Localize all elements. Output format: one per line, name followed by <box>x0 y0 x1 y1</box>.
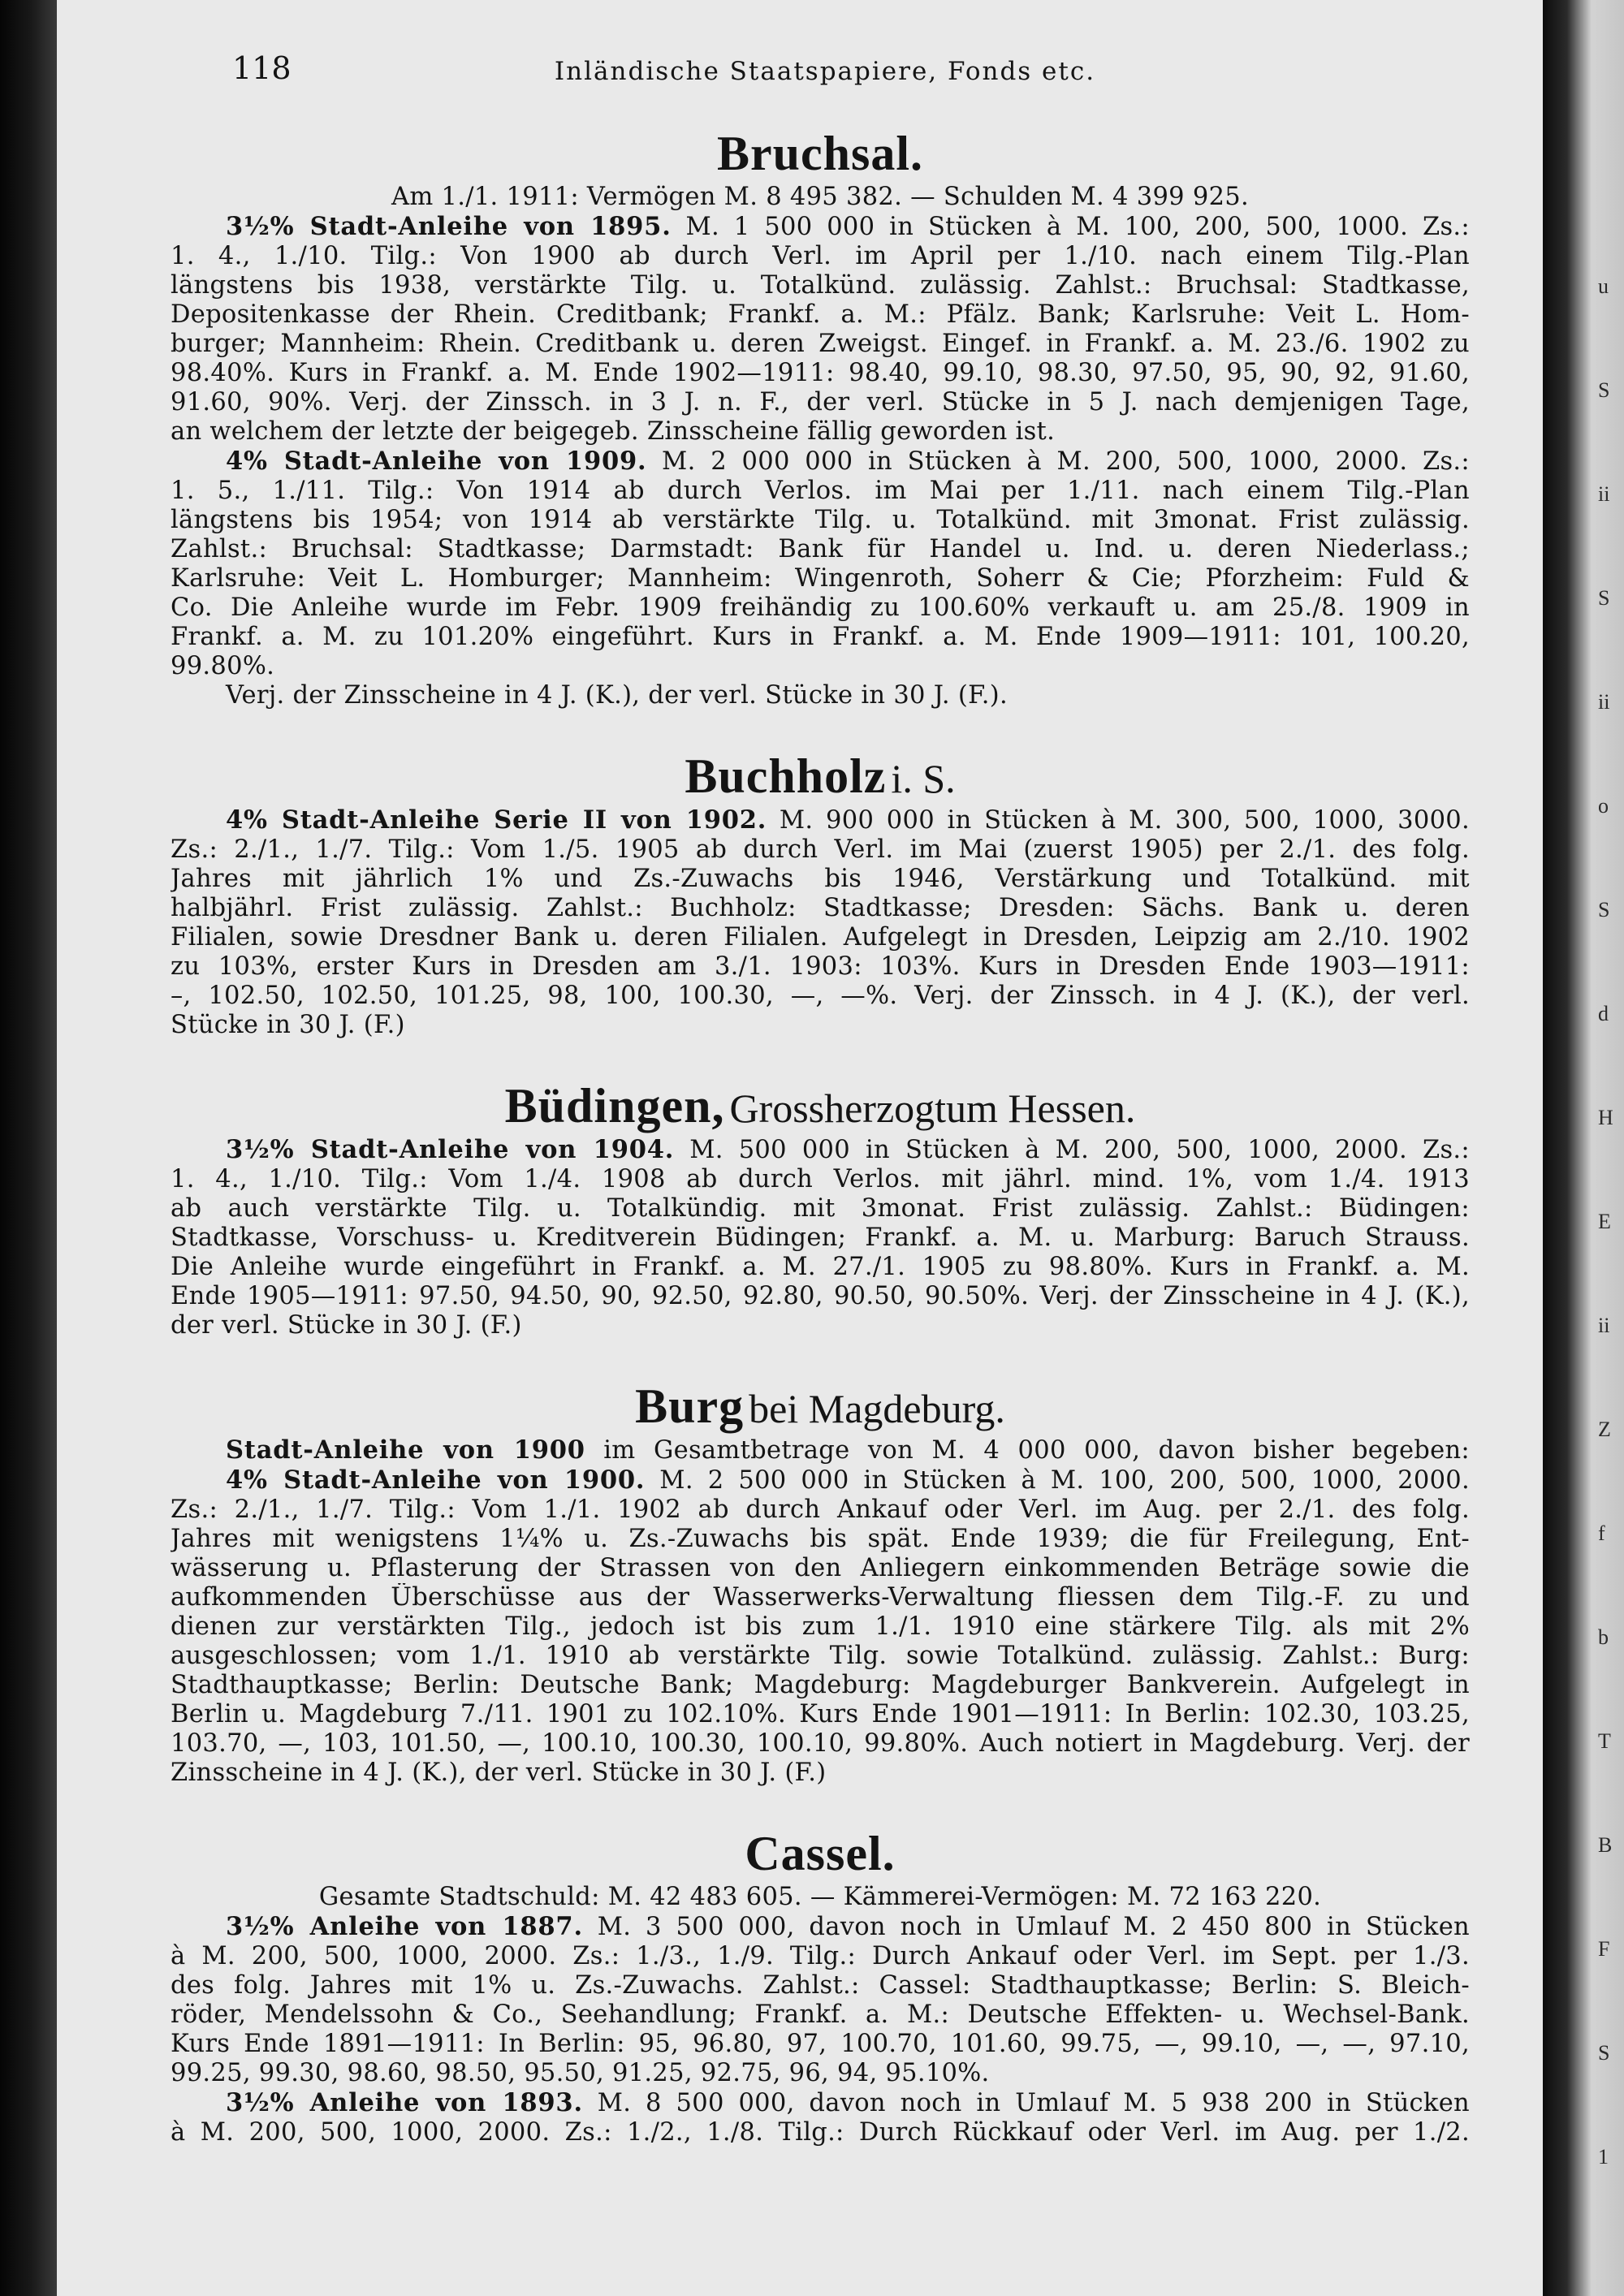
text-line: halbjährl. Frist zulässig. Zahlst.: Buchholz: Stadtkasse; Dresden: Sächs. Bank u. deren <box>171 894 1470 922</box>
facing-page-fragment: H <box>1598 1106 1613 1129</box>
text-line: Stücke in 30 J. (F.) <box>171 1011 405 1039</box>
text-line: Ende 1905—1911: 97.50, 94.50, 90, 92.50, 92.80, 90.50, 90.50%. Verj. der Zinsscheine in 4 J. (K.), <box>171 1282 1470 1310</box>
text-line: 1. 4., 1./10. Tilg.: Von 1900 ab durch Verl. im April per 1./10. nach einem Tilg.-Plan <box>171 242 1470 270</box>
text-line: 4% Stadt-Anleihe von 1900. M. 2 500 000 in Stücken à M. 100, 200, 500, 1000, 2000. <box>226 1465 1470 1495</box>
book-spine-shadow <box>0 0 57 2296</box>
facing-page-edge <box>1543 0 1624 2296</box>
text-line: Die Anleihe wurde eingeführt in Frankf. a. M. 27./1. 1905 zu 98.80%. Kurs in Frankf. a. M. <box>171 1253 1470 1281</box>
city-heading: Büdingen, Grossherzogtum Hessen. <box>504 1079 1136 1133</box>
text-line: dienen zur verstärkten Tilg., jedoch ist bis zum 1./1. 1910 eine stärkere Tilg. als mit 2% <box>171 1612 1470 1641</box>
text-line: 91.60, 90%. Verj. der Zinssch. in 3 J. n. F., der verl. Stücke in 5 J. nach demjenigen Tage, <box>171 388 1470 416</box>
section-burg <box>171 1381 1470 1788</box>
facing-page-fragment: 1 <box>1598 2145 1609 2169</box>
facing-page-fragment: b <box>1598 1625 1609 1649</box>
text-line: –, 102.50, 102.50, 101.25, 98, 100, 100.30, —, —%. Verj. der Zinssch. in 4 J. (K.), der verl. <box>171 982 1470 1010</box>
text-line: burger; Mannheim: Rhein. Creditbank u. deren Zweigst. Eingef. in Frankf. a. M. 23./6. 1902 zu <box>171 330 1470 358</box>
section-bruchsal <box>171 128 1470 710</box>
scanned-page <box>57 0 1543 2296</box>
text-line: röder, Mendelssohn & Co., Seehandlung; Frankf. a. M.: Deutsche Effekten- u. Wechsel-Bank. <box>171 2000 1470 2029</box>
facing-page-fragment: S <box>1598 586 1610 610</box>
page-content <box>171 128 1470 2147</box>
text-line: 103.70, —, 103, 101.50, —, 100.10, 100.30, 100.10, 99.80%. Auch notiert in Magdeburg. Verj. der <box>171 1729 1470 1758</box>
text-line: zu 103%, erster Kurs in Dresden am 3./1. 1903: 103%. Kurs in Dresden Ende 1903—1911: <box>171 952 1470 981</box>
text-line: 1. 4., 1./10. Tilg.: Vom 1./4. 1908 ab durch Verlos. mit jährl. mind. 1%, vom 1./4. 1913 <box>171 1165 1470 1193</box>
city-heading: Cassel. <box>745 1827 896 1880</box>
facing-page-fragment: F <box>1598 1937 1610 1961</box>
text-line: 4% Stadt-Anleihe von 1909. M. 2 000 000 in Stücken à M. 200, 500, 1000, 2000. Zs.: <box>226 447 1470 476</box>
text-line: 3½% Anleihe von 1887. M. 3 500 000, davon noch in Umlauf M. 2 450 800 in Stücken <box>226 1912 1470 1941</box>
text-line: der verl. Stücke in 30 J. (F.) <box>171 1311 522 1340</box>
city-heading: Burg bei Magdeburg. <box>635 1379 1005 1433</box>
text-line: längstens bis 1938, verstärkte Tilg. u. Totalkünd. zulässig. Zahlst.: Bruchsal: Stadtkasse, <box>171 271 1470 300</box>
facing-page-fragment: u <box>1598 274 1609 298</box>
text-line: 98.40%. Kurs in Frankf. a. M. Ende 1902—1911: 98.40, 99.10, 98.30, 97.50, 95, 90, 92, 91.60, <box>171 359 1470 387</box>
text-line: 99.25, 99.30, 98.60, 98.50, 95.50, 91.25, 92.75, 96, 94, 95.10%. <box>171 2059 990 2087</box>
text-line: ausgeschlossen; vom 1./1. 1910 ab verstärkte Tilg. sowie Totalkünd. zulässig. Zahlst.: Burg: <box>171 1642 1470 1670</box>
text-line: Jahres mit wenigstens 1¼% u. Zs.-Zuwachs bis spät. Ende 1939; die für Freilegung, Ent- <box>171 1525 1470 1553</box>
text-line: Gesamte Stadtschuld: M. 42 483 605. — Kämmerei-Vermögen: M. 72 163 220. <box>318 1883 1322 1911</box>
text-line: aufkommenden Überschüsse aus der Wasserwerks-Verwaltung fliessen dem Tilg.-F. zu und <box>171 1583 1470 1612</box>
text-line: Zs.: 2./1., 1./7. Tilg.: Vom 1./1. 1902 ab durch Ankauf oder Verl. im Aug. per 2./1. des folg. <box>171 1495 1470 1524</box>
city-heading: Buchholz i. S. <box>685 749 956 803</box>
text-line: Zs.: 2./1., 1./7. Tilg.: Vom 1./5. 1905 ab durch Verl. im Mai (zuerst 1905) per 2./1. des folg. <box>171 835 1470 864</box>
text-line: à M. 200, 500, 1000, 2000. Zs.: 1./3., 1./9. Tilg.: Durch Ankauf oder Verl. im Sept. per 1./3. <box>171 1942 1470 1970</box>
facing-page-fragment: E <box>1598 1210 1611 1233</box>
facing-page-fragment: Z <box>1598 1418 1611 1441</box>
facing-page-fragment: f <box>1598 1521 1605 1545</box>
text-line: Zahlst.: Bruchsal: Stadtkasse; Darmstadt: Bank für Handel u. Ind. u. deren Niederlass.; <box>171 535 1470 563</box>
city-heading: Bruchsal. <box>716 127 924 180</box>
text-line: Stadt-Anleihe von 1900 im Gesamtbetrage von M. 4 000 000, davon bisher begeben: <box>226 1435 1470 1465</box>
section-buchholz <box>171 751 1470 1040</box>
text-line: Berlin u. Magdeburg 7./11. 1901 zu 102.10%. Kurs Ende 1901—1911: In Berlin: 102.30, 103.25, <box>171 1700 1470 1728</box>
facing-page-fragment: T <box>1598 1729 1611 1753</box>
facing-page-fragment: B <box>1598 1833 1613 1857</box>
text-line: Depositenkasse der Rhein. Creditbank; Frankf. a. M.: Pfälz. Bank; Karlsruhe: Veit L. Hom- <box>171 300 1470 329</box>
running-title: Inländische Staatspapiere, Fonds etc. <box>554 57 1096 86</box>
text-line: Stadthauptkasse; Berlin: Deutsche Bank; Magdeburg: Magdeburger Bankverein. Aufgelegt in <box>171 1671 1470 1699</box>
facing-page-fragment: o <box>1598 794 1609 818</box>
facing-page-fragment: ii <box>1598 690 1610 714</box>
text-line: Stadtkasse, Vorschuss- u. Kreditverein Büdingen; Frankf. a. M. u. Marburg: Baruch Strauss. <box>171 1224 1470 1252</box>
text-line: Karlsruhe: Veit L. Homburger; Mannheim: Wingenroth, Soherr & Cie; Pforzheim: Fuld & <box>171 564 1470 593</box>
running-head <box>175 50 1475 91</box>
text-line: Frankf. a. M. zu 101.20% eingeführt. Kurs in Frankf. a. M. Ende 1909—1911: 101, 100.20, <box>171 623 1470 651</box>
text-line: an welchem der letzte der beigegeb. Zinsscheine fällig geworden ist. <box>171 417 1056 446</box>
section-buedingen <box>171 1081 1470 1340</box>
text-line: Kurs Ende 1891—1911: In Berlin: 95, 96.80, 97, 100.70, 101.60, 99.75, —, 99.10, —, —, 97.10, <box>171 2030 1470 2058</box>
page-number: 118 <box>232 50 292 86</box>
facing-page-fragment: S <box>1598 2041 1610 2065</box>
text-line: wässerung u. Pflasterung der Strassen von den Anliegern einkommenden Beträge sowie die <box>171 1554 1470 1582</box>
text-line: Zinsscheine in 4 J. (K.), der verl. Stücke in 30 J. (F.) <box>171 1759 827 1787</box>
facing-page-fragment: ii <box>1598 482 1610 506</box>
text-line: ab auch verstärkte Tilg. u. Totalkündig. mit 3monat. Frist zulässig. Zahlst.: Büdingen: <box>171 1194 1470 1223</box>
section-cassel <box>171 1828 1470 2147</box>
text-line: Jahres mit jährlich 1% und Zs.-Zuwachs bis 1946, Verstärkung und Totalkünd. mit <box>171 865 1470 893</box>
text-line: 3½% Stadt-Anleihe von 1904. M. 500 000 in Stücken à M. 200, 500, 1000, 2000. Zs.: <box>226 1135 1470 1164</box>
text-line: 3½% Anleihe von 1893. M. 8 500 000, davon noch in Umlauf M. 5 938 200 in Stücken <box>226 2088 1470 2117</box>
facing-page-fragment: ii <box>1598 1314 1610 1337</box>
text-line: 1. 5., 1./11. Tilg.: Von 1914 ab durch Verlos. im Mai per 1./11. nach einem Tilg.-Plan <box>171 477 1470 505</box>
text-line: Filialen, sowie Dresdner Bank u. deren Filialen. Aufgelegt in Dresden, Leipzig am 2./10. 1902 <box>171 923 1470 952</box>
text-line: 3½% Stadt-Anleihe von 1895. M. 1 500 000 in Stücken à M. 100, 200, 500, 1000. Zs.: <box>226 212 1470 241</box>
facing-page-fragment: S <box>1598 898 1610 921</box>
text-line: Co. Die Anleihe wurde im Febr. 1909 freihändig zu 100.60% verkauft u. am 25./8. 1909 in <box>171 593 1470 622</box>
text-line: längstens bis 1954; von 1914 ab verstärkte Tilg. u. Totalkünd. mit 3monat. Frist zulässig. <box>171 506 1470 534</box>
text-line: 4% Stadt-Anleihe Serie II von 1902. M. 900 000 in Stücken à M. 300, 500, 1000, 3000. <box>226 805 1470 835</box>
text-line: Am 1./1. 1911: Vermögen M. 8 495 382. — Schulden M. 4 399 925. <box>391 183 1249 211</box>
text-line: Verj. der Zinsscheine in 4 J. (K.), der verl. Stücke in 30 J. (F.). <box>226 681 1008 710</box>
facing-page-fragment: S <box>1598 378 1610 402</box>
facing-page-fragment: d <box>1598 1002 1609 1025</box>
text-line: à M. 200, 500, 1000, 2000. Zs.: 1./2., 1./8. Tilg.: Durch Rückkauf oder Verl. im Aug. per 1./2. <box>171 2118 1470 2147</box>
text-line: 99.80%. <box>171 652 275 680</box>
text-line: des folg. Jahres mit 1% u. Zs.-Zuwachs. Zahlst.: Cassel: Stadthauptkasse; Berlin: S. Bleich- <box>171 1971 1470 2000</box>
